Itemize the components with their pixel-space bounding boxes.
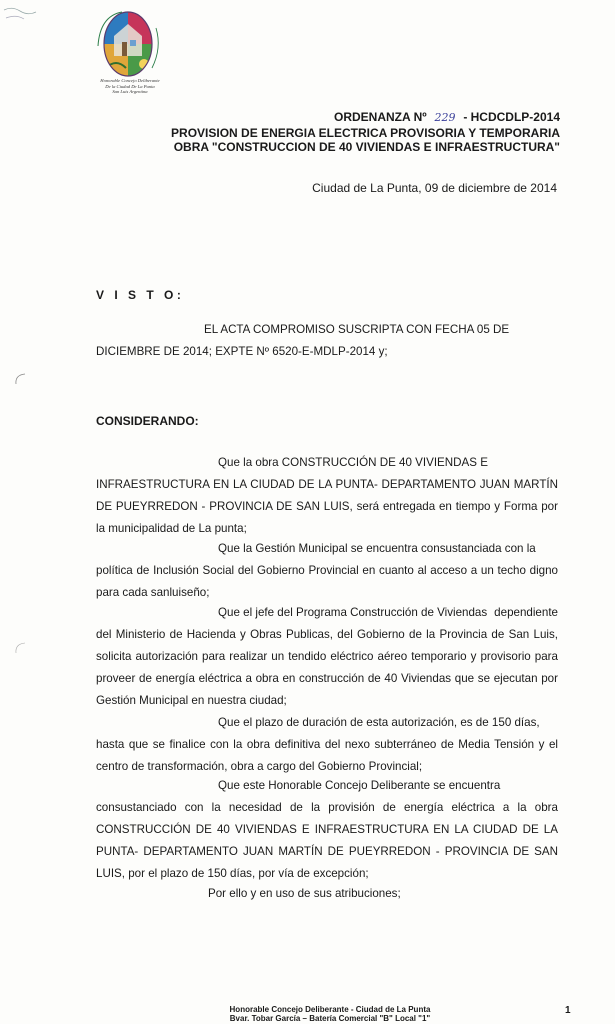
page-footer xyxy=(200,1005,460,1023)
paragraph-lead: Que el plazo de duración de esta autorización, es de 150 días, xyxy=(218,716,540,729)
visto-paragraph xyxy=(96,319,558,363)
visto-heading: V I S T O: xyxy=(96,288,185,302)
paragraph-lead: Que el jefe del Programa Construcción de Viviendas xyxy=(218,606,488,619)
logo-caption-line: Honorable Concejo Deliberante xyxy=(100,78,160,83)
footer-line-1: Honorable Concejo Deliberante - Ciudad de La Punta xyxy=(229,1005,431,1014)
document-title-line-1: PROVISION DE ENERGIA ELECTRICA PROVISORIA Y TEMPORARIA xyxy=(171,126,560,140)
paragraph-rest: consustanciado con la necesidad de la provisión de energía eléctrica a la obra CONSTRUCCIÓN DE 40 VIVIENDAS E INFRAESTRUCTURA EN LA CIUDAD DE LA PUNTA- DEPARTAMENTO JUAN MARTÍN DE PUEYRREDON - PROVINCIA DE SAN LUIS, por el plazo de 150 días, por vía de excepción; xyxy=(96,801,558,880)
hole-punch-mark xyxy=(12,372,28,386)
considerando-paragraph xyxy=(96,602,558,712)
paragraph-lead: Que este Honorable Concejo Deliberante se encuentra xyxy=(218,779,501,792)
visto-rest: DICIEMBRE DE 2014; EXPTE Nº 6520-E-MDLP-2014 y; xyxy=(96,345,388,358)
ordinance-heading xyxy=(130,110,560,125)
considerando-paragraph xyxy=(96,775,558,885)
considerando-paragraph xyxy=(96,883,558,905)
paragraph-rest: dependiente del Ministerio de Hacienda y Obras Publicas, del Gobierno de la Provincia de San Luis, solicita autorización para realizar un tendido eléctrico aéreo temporario y provisorio para proveer de energía eléctrica a obra en construcción de 40 Viviendas que se ejecutan por Gestión Municipal en nuestra ciudad; xyxy=(96,606,558,707)
paragraph-lead: Que la obra CONSTRUCCIÓN DE 40 VIVIENDAS E xyxy=(218,456,488,469)
logo-caption-line: San Luis Argentina xyxy=(112,89,148,95)
paragraph-lead: Por ello y en uso de sus atribuciones; xyxy=(208,887,401,900)
paragraph-lead: Que la Gestión Municipal se encuentra consustanciada con la xyxy=(218,542,536,555)
paragraph-rest: hasta que se finalice con la obra definitiva del nexo subterráneo de Media Tensión y el centro de transformación, obra a cargo del Gobierno Provincial; xyxy=(96,738,558,773)
council-logo-caption xyxy=(94,78,166,95)
visto-lead: EL ACTA COMPROMISO SUSCRIPTA CON FECHA 05 DE xyxy=(204,323,510,336)
considerando-paragraph xyxy=(96,538,558,604)
hole-punch-mark-lower xyxy=(12,641,28,655)
page-number: 1 xyxy=(565,1005,571,1016)
considerando-paragraph xyxy=(96,712,558,778)
ordinance-suffix: - HCDCDLP-2014 xyxy=(463,110,560,124)
document-date: Ciudad de La Punta, 09 de diciembre de 2014 xyxy=(312,181,557,195)
paragraph-rest: INFRAESTRUCTURA EN LA CIUDAD DE LA PUNTA- DEPARTAMENTO JUAN MARTÍN DE PUEYRREDON - PROVINCIA DE SAN LUIS, será entregada en tiempo y Forma por la municipalidad de La punta; xyxy=(96,478,558,535)
scan-scribble-mark xyxy=(2,4,40,26)
paragraph-rest: política de Inclusión Social del Gobierno Provincial en cuanto al acceso a un techo digno para cada sanluiseño; xyxy=(96,564,558,599)
document-title-line-2: OBRA "CONSTRUCCION DE 40 VIVIENDAS E INFRAESTRUCTURA" xyxy=(173,140,560,154)
logo-caption-line: De la Ciudad De La Punta xyxy=(105,83,155,89)
considerando-paragraph xyxy=(96,452,558,540)
footer-line-2: Bvar. Tobar García – Batería Comercial "B" Local "1" xyxy=(229,1014,431,1023)
ordinance-prefix: ORDENANZA Nº xyxy=(334,110,427,124)
considerando-heading: CONSIDERANDO: xyxy=(96,414,199,428)
ordinance-number-handwritten: 229 xyxy=(434,111,456,124)
